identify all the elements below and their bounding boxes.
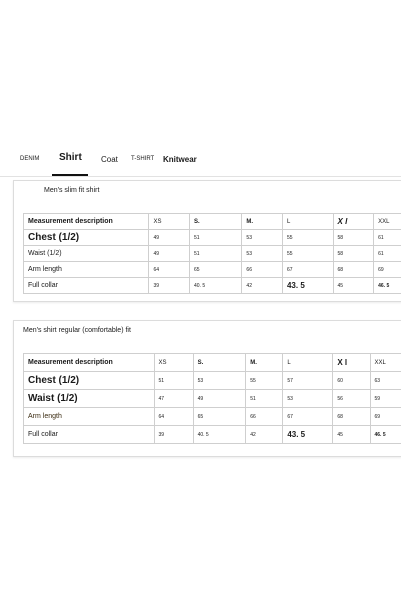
cell: 55 [282, 246, 333, 262]
tab-t-shirt[interactable]: T-SHIRT [131, 156, 155, 162]
cell: 53 [242, 246, 283, 262]
table-row [24, 408, 401, 426]
cell: 56 [333, 390, 370, 408]
table-row [24, 230, 401, 246]
regular-fit-size-table [23, 353, 401, 444]
regular-fit-title: Men's shirt regular (comfortable) fit [23, 327, 131, 334]
cell: 51 [190, 230, 242, 246]
cell: 61 [374, 230, 401, 246]
table-row [24, 426, 401, 444]
cell: 40. 5 [193, 426, 246, 444]
slim-fit-panel [13, 180, 401, 302]
cell: 68 [333, 408, 370, 426]
tab-shirt[interactable]: Shirt [59, 152, 82, 163]
cell: 65 [193, 408, 246, 426]
cell: 53 [242, 230, 283, 246]
tab-coat[interactable]: Coat [101, 155, 118, 164]
header-measurement: Measurement description [24, 214, 149, 230]
table-row [24, 372, 401, 390]
category-tabs [0, 152, 401, 176]
cell: 66 [242, 262, 283, 278]
row-label: Arm length [24, 262, 149, 278]
header-m: M. [246, 354, 283, 372]
header-xl: X l [333, 214, 374, 230]
cell: 42 [246, 426, 283, 444]
cell: 51 [154, 372, 193, 390]
header-xxl: XXL [370, 354, 401, 372]
slim-fit-title: Men's slim fit shirt [44, 187, 100, 194]
cell: 45 [333, 278, 374, 294]
cell: 55 [282, 230, 333, 246]
cell: 43. 5 [283, 426, 333, 444]
cell: 69 [374, 262, 401, 278]
row-label: Full collar [24, 426, 155, 444]
tabs-divider [0, 176, 401, 177]
header-s: S. [190, 214, 242, 230]
cell: 58 [333, 230, 374, 246]
cell: 64 [149, 262, 190, 278]
cell: 64 [154, 408, 193, 426]
cell: 39 [149, 278, 190, 294]
cell: 59 [370, 390, 401, 408]
cell: 63 [370, 372, 401, 390]
cell: 57 [283, 372, 333, 390]
cell: 68 [333, 262, 374, 278]
row-label: Waist (1/2) [24, 390, 155, 408]
cell: 43. 5 [282, 278, 333, 294]
table-row [24, 390, 401, 408]
cell: 60 [333, 372, 370, 390]
table-row [24, 246, 401, 262]
cell: 55 [246, 372, 283, 390]
cell: 53 [283, 390, 333, 408]
table-row [24, 278, 401, 294]
table-header-row [24, 214, 401, 230]
cell: 47 [154, 390, 193, 408]
header-l: L [283, 354, 333, 372]
cell: 51 [246, 390, 283, 408]
cell: 69 [370, 408, 401, 426]
header-xxl: XXL [374, 214, 401, 230]
cell: 46. 5 [370, 426, 401, 444]
table-header-row [24, 354, 401, 372]
header-xs: XS [154, 354, 193, 372]
cell: 40. 5 [190, 278, 242, 294]
row-label: Waist (1/2) [24, 246, 149, 262]
cell: 51 [190, 246, 242, 262]
header-measurement: Measurement description [24, 354, 155, 372]
cell: 61 [374, 246, 401, 262]
row-label: Arm length [24, 408, 155, 426]
cell: 46. 5 [374, 278, 401, 294]
cell: 58 [333, 246, 374, 262]
regular-fit-panel [13, 320, 401, 457]
cell: 39 [154, 426, 193, 444]
row-label: Full collar [24, 278, 149, 294]
header-m: M. [242, 214, 283, 230]
cell: 49 [149, 246, 190, 262]
cell: 53 [193, 372, 246, 390]
cell: 67 [282, 262, 333, 278]
row-label: Chest (1/2) [24, 230, 149, 246]
slim-fit-size-table [23, 213, 401, 294]
tab-denim[interactable]: DENIM [20, 156, 40, 162]
cell: 45 [333, 426, 370, 444]
cell: 66 [246, 408, 283, 426]
cell: 42 [242, 278, 283, 294]
header-xl: X l [333, 354, 370, 372]
header-l: L [282, 214, 333, 230]
row-label: Chest (1/2) [24, 372, 155, 390]
cell: 67 [283, 408, 333, 426]
cell: 49 [193, 390, 246, 408]
tab-knitwear[interactable]: Knitwear [163, 155, 197, 164]
table-row [24, 262, 401, 278]
cell: 65 [190, 262, 242, 278]
header-s: S. [193, 354, 246, 372]
header-xs: XS [149, 214, 190, 230]
cell: 49 [149, 230, 190, 246]
